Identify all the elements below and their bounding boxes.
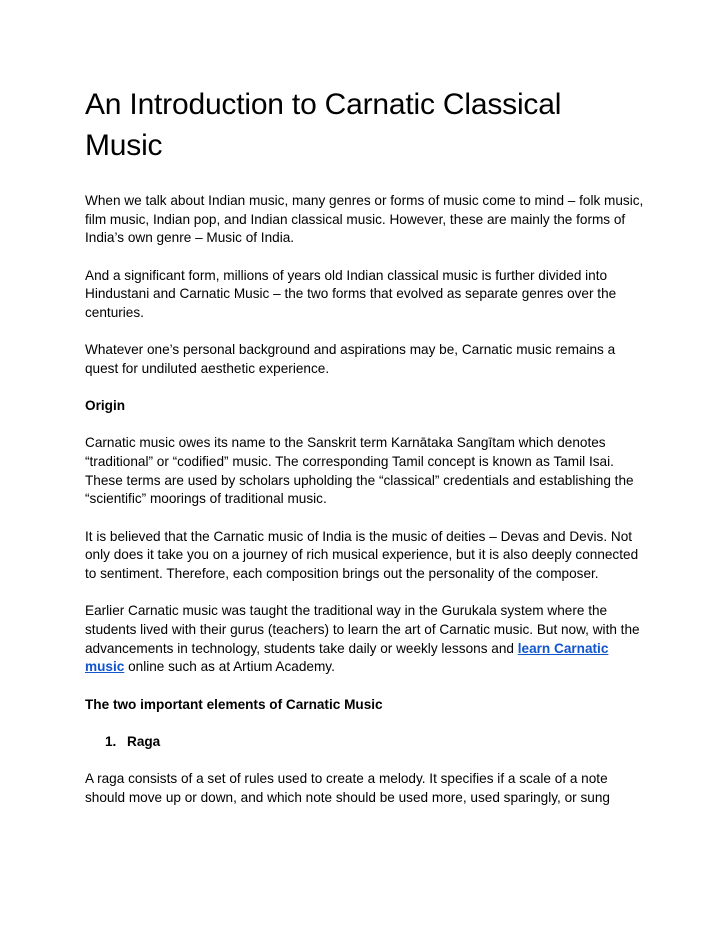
intro-paragraph-3: Whatever one’s personal background and aspirations may be, Carnatic music remains a quest for undiluted aesthetic experience. bbox=[85, 342, 616, 376]
learning-paragraph bbox=[85, 602, 645, 677]
origin-heading: Origin bbox=[85, 398, 126, 414]
document-title: An Introduction to Carnatic Classical Music bbox=[85, 88, 562, 162]
intro-paragraph-2: And a significant form, millions of years old Indian classical music is further divided into Hindustani and Carnatic Music – the two forms that evolved as separate genres over the centuries. bbox=[85, 267, 617, 321]
raga-paragraph: A raga consists of a set of rules used to create a melody. It specifies if a scale of a note should move up or down, and which note should be used more, used sparingly, or sung bbox=[85, 770, 610, 805]
list-item-number: 1. bbox=[105, 733, 117, 749]
list-item-label: Raga bbox=[127, 733, 161, 749]
elements-heading: The two important elements of Carnatic Music bbox=[85, 696, 383, 712]
learn-carnatic-music-link[interactable]: learn Carnatic music bbox=[85, 640, 609, 675]
intro-paragraph-1: When we talk about Indian music, many genres or forms of music come to mind – folk music, film music, Indian pop, and Indian classical music. However, these are mainly the forms of India’s own genre – Music of India. bbox=[85, 193, 644, 246]
origin-paragraph-2: It is believed that the Carnatic music of India is the music of deities – Devas and Devis. Not only does it take you on a journey of rich musical experience, but it is also deeply connected to sentiment. Therefore, each composition brings out the personality of the composer. bbox=[85, 528, 639, 582]
elements-list bbox=[85, 733, 645, 752]
origin-paragraph-1: Carnatic music owes its name to the Sanskrit term Karnātaka Sangītam which denotes “traditional” or “codified” music. The corresponding Tamil concept is known as Tamil Isai. These terms are used by scholars upholding the “classical” credentials and establishing the “scientific” moorings of traditional music. bbox=[85, 435, 634, 507]
learning-text-after: online such as at Artium Academy. bbox=[124, 659, 335, 675]
list-item bbox=[85, 733, 645, 752]
document-page bbox=[85, 84, 645, 826]
learning-text-before: Earlier Carnatic music was taught the traditional way in the Gurukala system where the students lived with their gurus (teachers) to learn the art of Carnatic music. But now, with the advancements in technology, students take daily or weekly lessons and bbox=[85, 603, 640, 656]
